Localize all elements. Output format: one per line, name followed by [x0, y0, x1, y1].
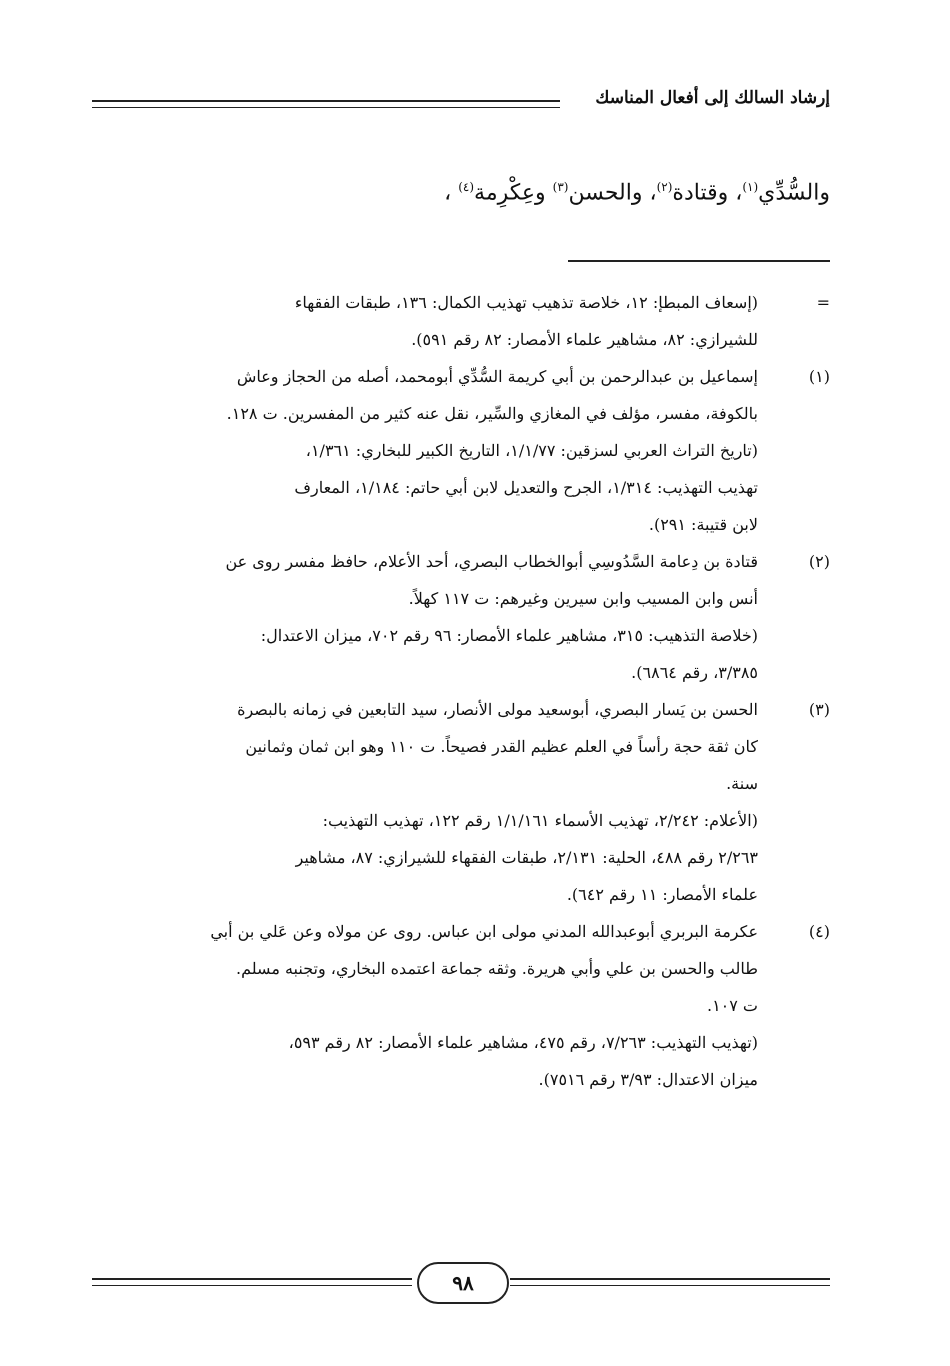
footnote-line: (خلاصة التذهيب: ٣١٥، مشاهير علماء الأمصار: ٩٦ رقم ٧٠٢، ميزان الاعتدال:	[260, 626, 758, 645]
footnote-body	[92, 913, 758, 1098]
footnote-line: لابن قتيبة: ٢٩١).	[648, 515, 758, 534]
main-text-line	[230, 180, 830, 205]
footnote-marker: (١)	[808, 367, 830, 386]
footnote-body	[92, 284, 758, 358]
footnote-line: الحسن بن يَسار البصري، أبوسعيد مولى الأنصار، سيد التابعين في زمانه بالبصرة	[237, 700, 758, 719]
footnote-marker: (٢)	[808, 552, 830, 571]
footnote-3	[92, 691, 830, 913]
footnote-line: كان ثقة حجة رأساً في العلم عظيم القدر فصيحاً. ت ١١٠ وهو ابن ثمان وثمانين	[245, 737, 758, 756]
footnote-line: إسماعيل بن عبدالرحمن بن أبي كريمة السُّدِّي أبومحمد، أصله من الحجاز وعاش	[236, 367, 758, 386]
footnote-line: طالب والحسن بن علي وأبي هريرة. وثقه جماعة اعتمده البخاري، وتجنبه مسلم.	[236, 959, 758, 978]
main-text-segment: ، والحسن	[568, 180, 657, 206]
footnote-line: ٢/٢٦٣ رقم ٤٨٨، الحلية: ٢/١٣١، طبقات الفقهاء للشيرازي: ٨٧، مشاهير	[295, 848, 758, 867]
running-header	[92, 88, 830, 116]
footnote-ref-2[interactable]: (٢)	[656, 180, 673, 194]
footnote-separator	[568, 260, 830, 262]
main-text-segment: ،	[444, 180, 459, 206]
page-number-badge	[417, 1262, 509, 1304]
footnote-line: أنس وابن المسيب وابن سيرين وغيرهم: ت ١١٧ كهلاً.	[408, 589, 758, 608]
footnote-4	[92, 913, 830, 1098]
footer-rule-left	[92, 1278, 412, 1286]
footnote-body	[92, 691, 758, 913]
footnote-line: (تاريخ التراث العربي لسزقين: ١/١/٧٧، التاريخ الكبير للبخاري: ١/٣٦١،	[305, 441, 758, 460]
footnotes-section	[92, 284, 830, 1098]
footnote-line: للشيرازي: ٨٢، مشاهير علماء الأمصار: ٨٢ رقم ٥٩١).	[411, 330, 758, 349]
main-text-segment: وعِكْرِمة	[474, 180, 553, 206]
footnote-body	[92, 358, 758, 543]
footnote-marker: (٤)	[808, 922, 830, 941]
footnote-line: بالكوفة، مفسر، مؤلف في المغازي والسِّير، نقل عنه كثير من المفسرين. ت ١٢٨.	[226, 404, 758, 423]
footnote-2	[92, 543, 830, 691]
footnote-body	[92, 543, 758, 691]
footnote-line: ميزان الاعتدال: ٣/٩٣ رقم ٧٥١٦).	[538, 1070, 758, 1089]
page-footer	[92, 1262, 830, 1306]
footnote-continuation	[92, 284, 830, 358]
footnote-line: عكرمة البربري أبوعبدالله المدني مولى ابن عباس. روى عن مولاه وعن عَلي بن أبي	[210, 922, 758, 941]
header-double-rule	[92, 100, 560, 108]
book-title: إرشاد السالك إلى أفعال المناسك	[595, 88, 830, 108]
main-text-segment: والسُّدِّي	[758, 180, 830, 206]
footnote-1	[92, 358, 830, 543]
footnote-line: سنة.	[726, 774, 758, 793]
footnote-line: علماء الأمصار: ١١ رقم ٦٤٢).	[566, 885, 758, 904]
footnote-line: (الأعلام: ٢/٢٤٢، تهذيب الأسماء ١/١/١٦١ رقم ١٢٢، تهذيب التهذيب:	[322, 811, 758, 830]
footnote-line: (تهذيب التهذيب: ٧/٢٦٣، رقم ٤٧٥، مشاهير علماء الأمصار: ٨٢ رقم ٥٩٣،	[288, 1033, 758, 1052]
footnote-marker: =	[816, 293, 830, 312]
footnote-line: قتادة بن دِعامة السَّدُوسِي أبوالخطاب البصري، أحد الأعلام، حافظ مفسر روى عن	[225, 552, 758, 571]
footnote-line: (إسعاف المبطإ: ١٢، خلاصة تذهيب تهذيب الكمال: ١٣٦، طبقات الفقهاء	[294, 293, 758, 312]
footnote-ref-1[interactable]: (١)	[742, 180, 759, 194]
main-text-segment: ، وقتادة	[672, 180, 743, 206]
footnote-ref-3[interactable]: (٣)	[552, 180, 569, 194]
footnote-line: ت ١٠٧.	[706, 996, 758, 1015]
footer-rule-right	[510, 1278, 830, 1286]
page-number: ٩٨	[452, 1271, 474, 1295]
footnote-marker: (٣)	[808, 700, 830, 719]
footnote-ref-4[interactable]: (٤)	[458, 180, 475, 194]
footnote-line: ٣/٣٨٥، رقم ٦٨٦٤).	[631, 663, 758, 682]
footnote-line: تهذيب التهذيب: ١/٣١٤، الجرح والتعديل لابن أبي حاتم: ١/١٨٤، المعارف	[294, 478, 758, 497]
